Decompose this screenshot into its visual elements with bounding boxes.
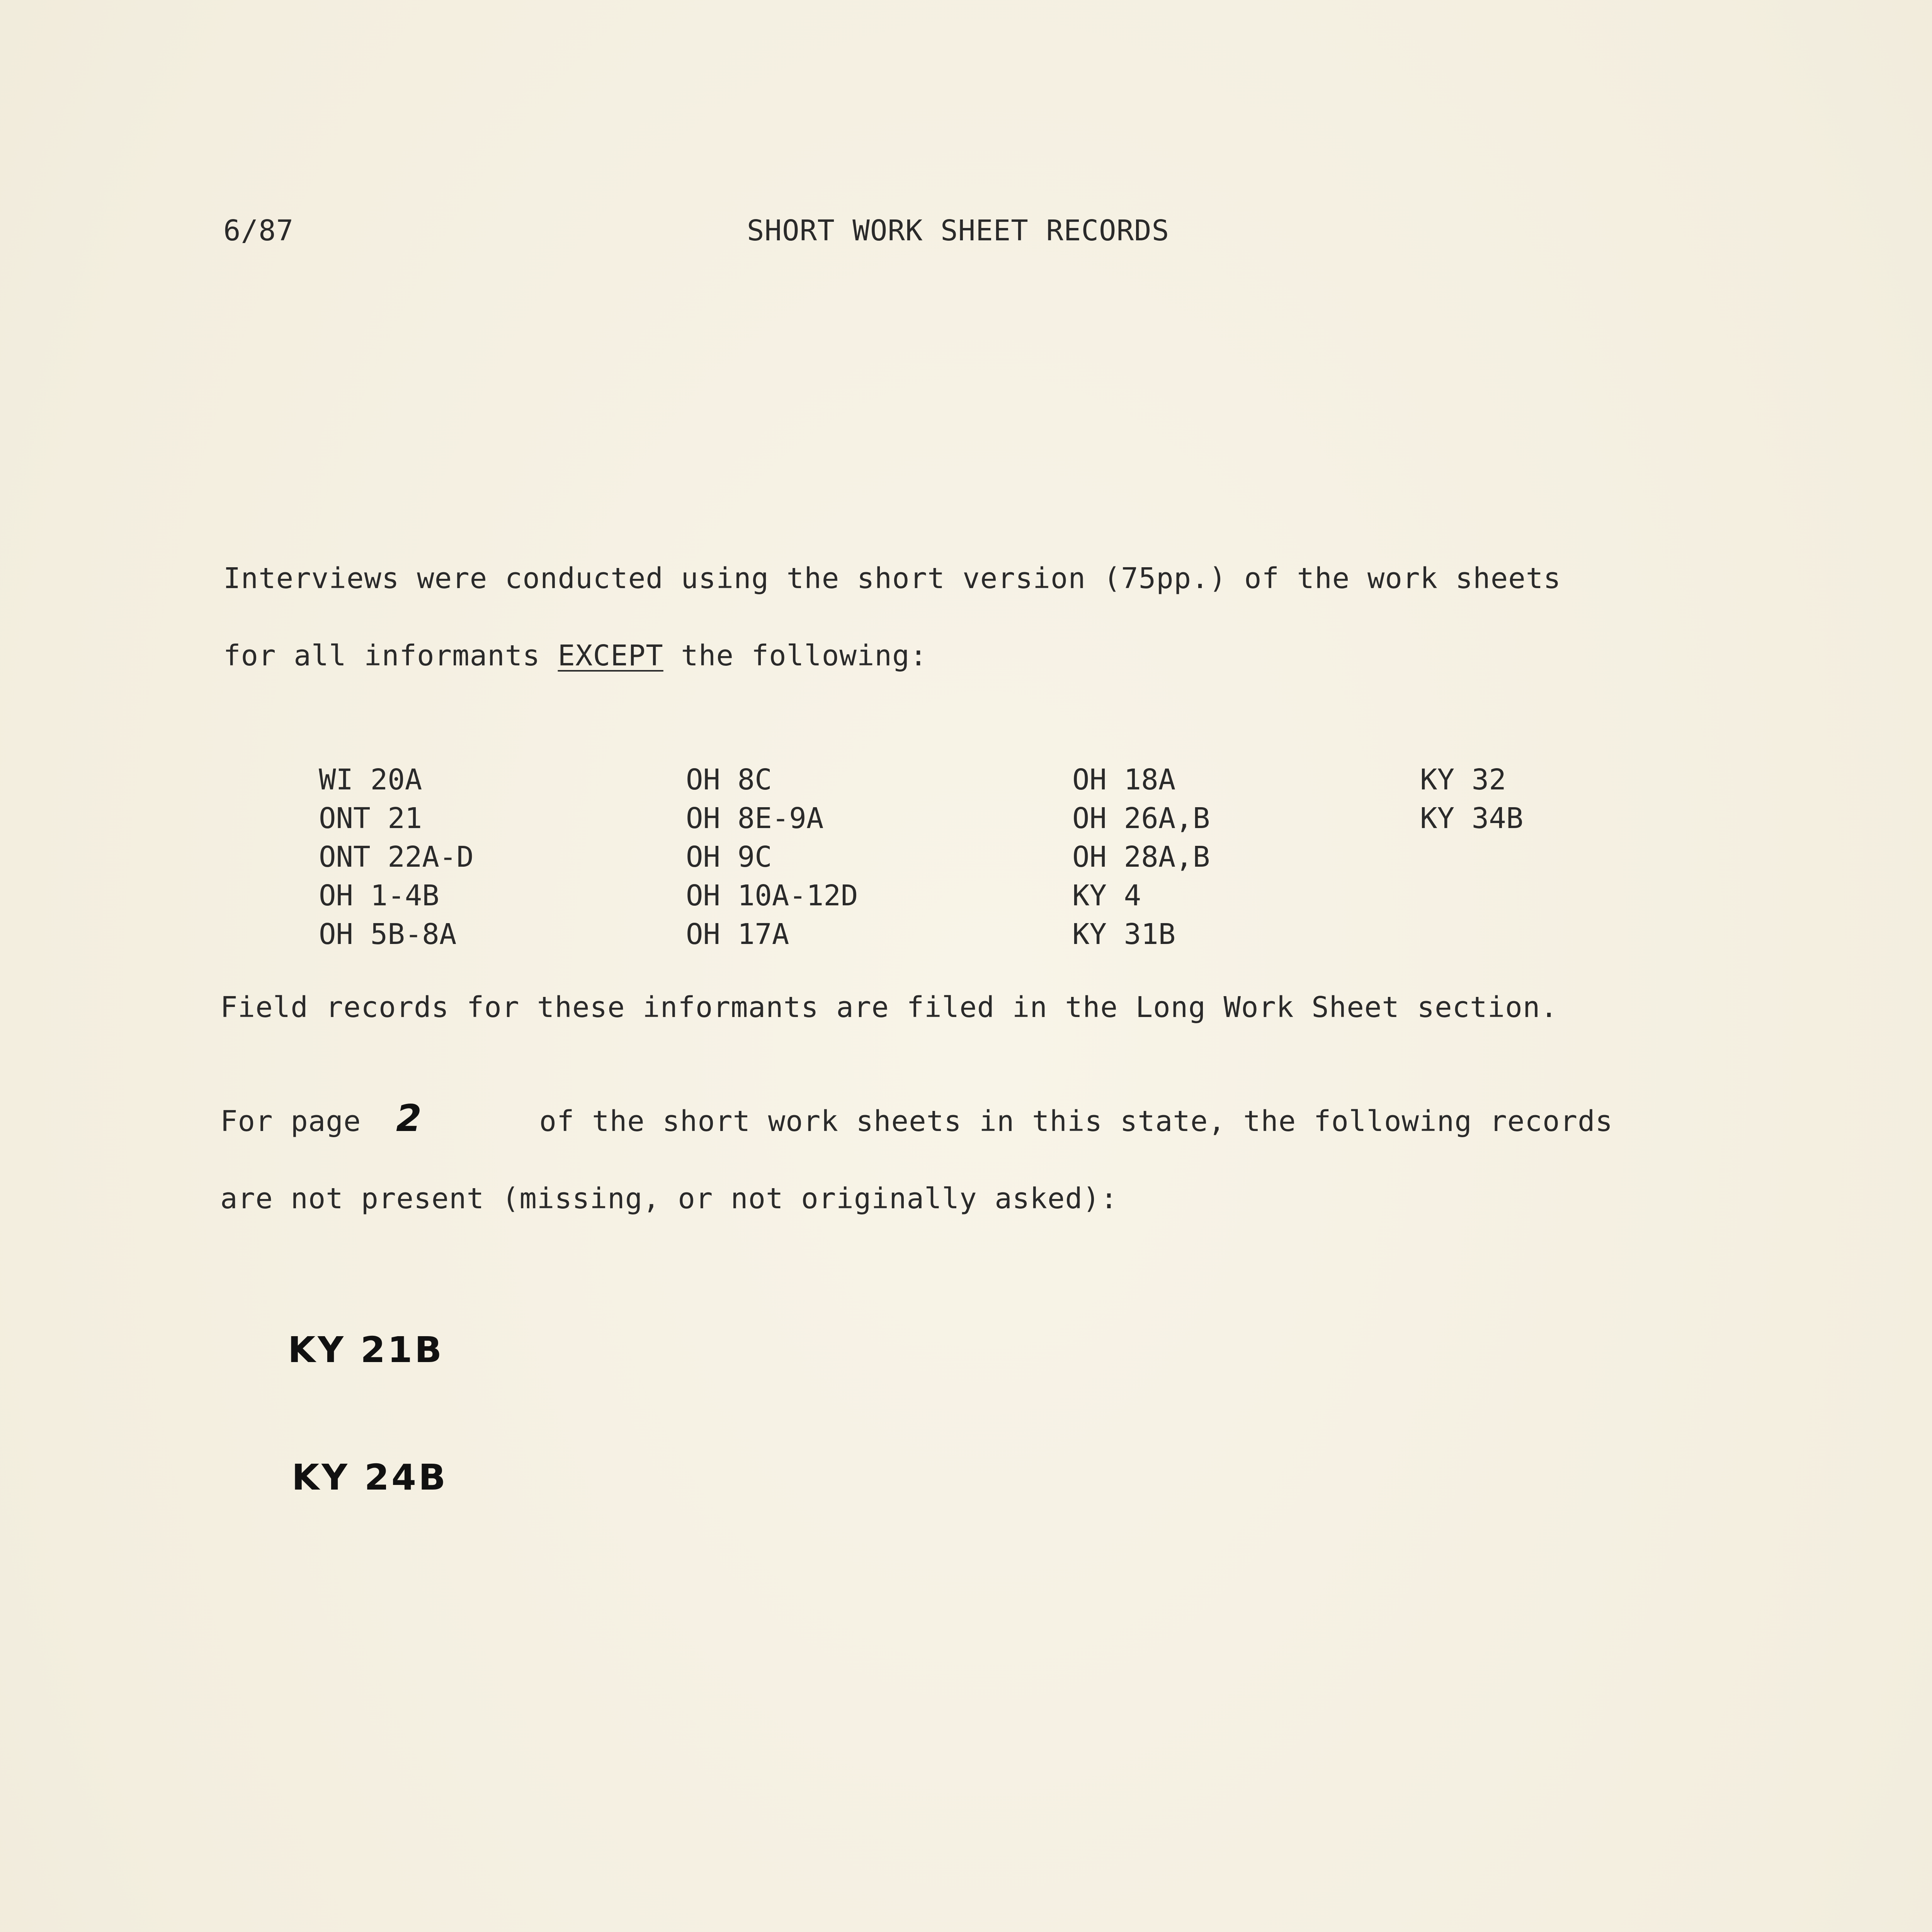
intro-line-2-after: the following: [663, 639, 928, 672]
list-item: OH 26A,B [1072, 802, 1210, 835]
list-item: OH 10A-12D [686, 879, 858, 912]
page-note-line-1 [220, 1107, 1613, 1136]
handwritten-page-number: 2 [396, 1097, 422, 1140]
list-item: WI 20A [319, 763, 422, 796]
list-item: OH 1-4B [319, 879, 439, 912]
missing-record-2: KY 24B [292, 1457, 448, 1498]
list-item: OH 28A,B [1072, 840, 1210, 874]
list-item: ONT 21 [319, 802, 422, 835]
list-item: OH 8E-9A [686, 802, 824, 835]
page-note-before: For page [220, 1105, 379, 1138]
header-date: 6/87 [223, 214, 294, 247]
page-title: SHORT WORK SHEET RECORDS [747, 214, 1170, 247]
page-note-line-2: are not present (missing, or not originally asked): [220, 1182, 1118, 1215]
list-item: OH 18A [1072, 763, 1176, 796]
list-item: ONT 22A-D [319, 840, 474, 874]
page-note-after: of the short work sheets in this state, the following records [521, 1105, 1613, 1138]
list-item: KY 34B [1420, 802, 1524, 835]
missing-record-1: KY 21B [288, 1329, 444, 1371]
list-item: OH 8C [686, 763, 772, 796]
exceptions-column-4 [1420, 760, 1523, 838]
list-item: OH 17A [686, 918, 789, 951]
intro-line-1: Interviews were conducted using the short version (75pp.) of the work sheets [223, 562, 1561, 595]
exceptions-column-1 [319, 760, 474, 954]
list-item: KY 32 [1420, 763, 1506, 796]
exceptions-column-2 [686, 760, 858, 954]
exceptions-column-3 [1072, 760, 1210, 954]
except-emphasis: EXCEPT [558, 639, 663, 672]
intro-line-2 [223, 641, 927, 670]
list-item: KY 31B [1072, 918, 1176, 951]
intro-line-2-before: for all informants [223, 639, 558, 672]
list-item: KY 4 [1072, 879, 1141, 912]
list-item: OH 9C [686, 840, 772, 874]
field-note: Field records for these informants are filed in the Long Work Sheet section. [220, 991, 1558, 1024]
list-item: OH 5B-8A [319, 918, 457, 951]
